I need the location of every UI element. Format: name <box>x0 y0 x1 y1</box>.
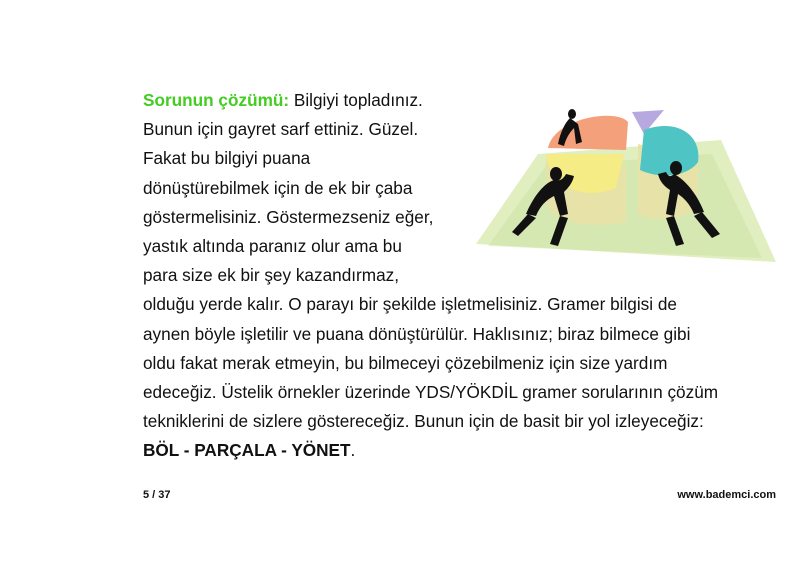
pie-slice-orange <box>548 116 628 150</box>
pie-slice-teal <box>640 126 698 176</box>
paragraph-line: Bunun için gayret sarf ettiniz. Güzel. <box>143 119 419 140</box>
website-link[interactable]: www.bademci.com <box>677 489 776 501</box>
lead-heading: Sorunun çözümü: <box>143 90 290 110</box>
motto-period: . <box>350 440 356 461</box>
paragraph-line: edeceğiz. Üstelik örnekler üzerinde YDS/YÖKDİL gramer sorularının çözüm <box>143 382 719 403</box>
paragraph-line: Fakat bu bilgiyi puana <box>143 148 311 169</box>
paragraph-line: yastık altında paranız olur ama bu <box>143 236 402 257</box>
paragraph-line: dönüştürebilmek için de ek bir çaba <box>143 177 413 198</box>
paragraph-line: para size ek bir şey kazandırmaz, <box>143 265 400 286</box>
page-number: 5 / 37 <box>143 489 171 501</box>
paragraph-text: Bilgiyi topladınız. <box>293 90 423 110</box>
paragraph-line: aynen böyle işletilir ve puana dönüştürülür. Haklısınız; biraz bilmece gibi <box>143 323 691 344</box>
paragraph-last-line <box>143 436 793 465</box>
paragraph-line: göstermelisiniz. Göstermezseniz eğer, <box>143 206 434 227</box>
paragraph-line: olduğu yerde kalır. O parayı bir şekilde işletmelisiniz. Gramer bilgisi de <box>143 294 677 315</box>
pie-chart-people-icon <box>476 104 776 274</box>
paragraph-line: oldu fakat merak etmeyin, bu bilmeceyi çözebilmeniz için size yardım <box>143 352 668 373</box>
motto-text: BÖL - PARÇALA - YÖNET <box>143 440 351 461</box>
paragraph-line: tekniklerini de sizlere göstereceğiz. Bunun için de basit bir yol izleyeceğiz: <box>143 411 704 432</box>
